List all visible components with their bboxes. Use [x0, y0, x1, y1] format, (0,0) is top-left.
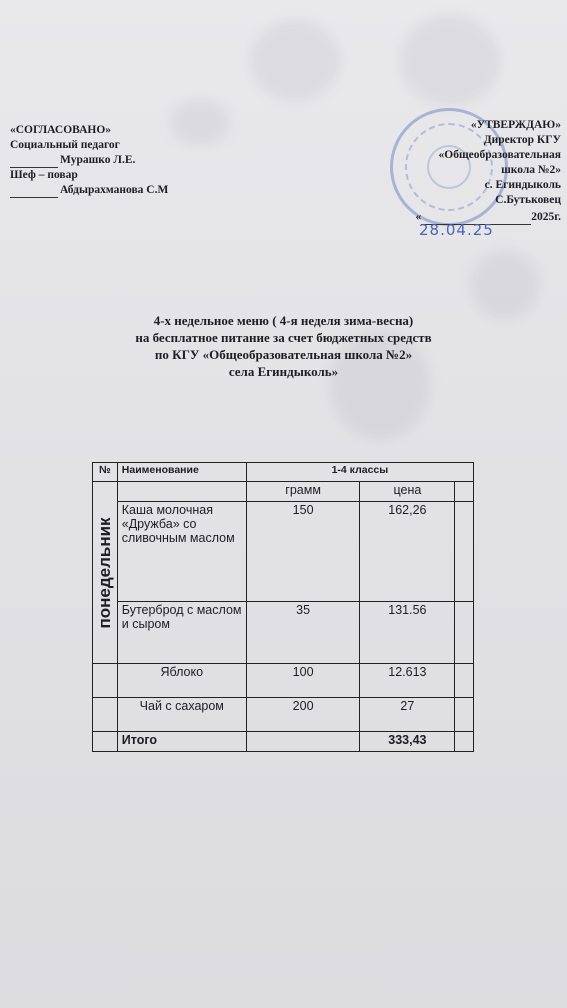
total-label: Итого: [117, 732, 246, 752]
approval-right: [391, 118, 561, 238]
item-price: 131.56: [360, 602, 455, 664]
table-header-row: [93, 463, 474, 482]
item-gram: 150: [246, 502, 360, 602]
approval-left-name1: Мурашко Л.Е.: [60, 154, 136, 166]
handwritten-date: 28.04.25: [419, 221, 494, 239]
empty-cell: [455, 482, 474, 502]
item-name: Каша молочная «Дружба» со сливочным маслом: [117, 502, 246, 602]
empty-cell: [455, 664, 474, 698]
paper-smudge: [250, 20, 340, 100]
col-gram-header: грамм: [246, 482, 360, 502]
item-gram: 35: [246, 602, 360, 664]
col-group-header: 1-4 классы: [246, 463, 473, 482]
empty-cell: [455, 502, 474, 602]
table-row: [93, 698, 474, 732]
item-price: 162,26: [360, 502, 455, 602]
item-name: Чай с сахаром: [117, 698, 246, 732]
col-name-header: Наименование: [117, 463, 246, 482]
item-gram: 100: [246, 664, 360, 698]
empty-cell: [117, 482, 246, 502]
approval-right-org2: школа №2»: [501, 164, 561, 176]
paper-smudge: [400, 15, 500, 105]
col-price-header: цена: [360, 482, 455, 502]
approval-left-signature1: [10, 153, 210, 168]
day-cell: [93, 482, 118, 664]
approval-right-heading: «УТВЕРЖДАЮ»: [470, 119, 561, 131]
table-total-row: [93, 732, 474, 752]
title-line3: по КГУ «Общеобразовательная школа №2»: [154, 347, 413, 362]
approval-right-village: с. Егиндыколь: [484, 179, 561, 191]
approval-right-name: С.Бутьковец: [495, 194, 561, 206]
approval-left-name2: Абдырахманова С.М: [60, 184, 169, 196]
paper-smudge: [470, 250, 540, 320]
empty-cell: [93, 664, 118, 698]
item-name: Бутерброд с маслом и сыром: [117, 602, 246, 664]
empty-cell: [455, 698, 474, 732]
empty-cell: [93, 698, 118, 732]
title-line1: 4-х недельное меню ( 4-я неделя зима-весна): [153, 313, 414, 328]
title-line2: на бесплатное питание за счет бюджетных средств: [135, 330, 432, 345]
empty-cell: [455, 732, 474, 752]
col-no-header: №: [93, 463, 118, 482]
menu-table: [92, 462, 474, 752]
table-row: [93, 502, 474, 602]
total-value: 333,43: [360, 732, 455, 752]
signature-line: [10, 197, 58, 198]
approval-left-role1: Социальный педагог: [10, 139, 120, 151]
approval-left: [10, 123, 210, 198]
table-row: [93, 664, 474, 698]
empty-cell: [455, 602, 474, 664]
approval-left-heading: «СОГЛАСОВАНО»: [10, 124, 112, 136]
page-title: [0, 312, 567, 380]
approval-left-role2: Шеф – повар: [10, 169, 78, 181]
approval-right-org1: «Общеобразовательная: [438, 149, 561, 161]
empty-cell: [246, 732, 360, 752]
date-year: 2025г.: [531, 211, 561, 223]
item-gram: 200: [246, 698, 360, 732]
day-label: понедельник: [94, 516, 114, 629]
table-subheader-row: [93, 482, 474, 502]
title-line4: села Егиндыколь»: [228, 364, 339, 379]
item-price: 12.613: [360, 664, 455, 698]
date-quote: «: [415, 211, 422, 223]
item-name: Яблоко: [117, 664, 246, 698]
item-price: 27: [360, 698, 455, 732]
approval-right-role: Директор КГУ: [483, 134, 561, 146]
table-row: [93, 602, 474, 664]
approval-left-signature2: [10, 183, 210, 198]
empty-cell: [93, 732, 118, 752]
